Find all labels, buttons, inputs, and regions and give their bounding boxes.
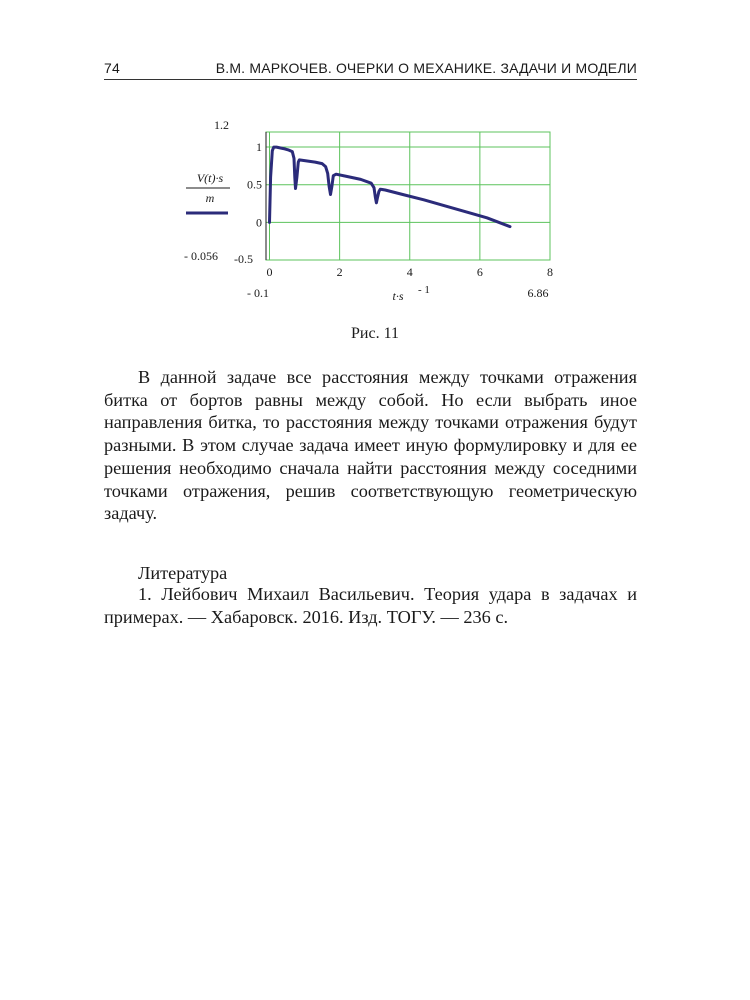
xlabel-main: t·s — [392, 289, 404, 303]
figure-caption: Рис. 11 — [351, 325, 399, 342]
header-rule — [104, 79, 637, 80]
body-paragraph: В данной задаче все расстояния между точками отражения битка от бортов равны между собой. Но если выбрать иное направления битка, то расстояния между точками отражения будут разными. В этом случае задача имеет иную формулировку и для ее решения необходимо сначала найти расстояния между соседними точками отражения, решив соответствующую геометрическую задачу. — [104, 367, 637, 524]
running-title: В.М. МАРКОЧЕВ. ОЧЕРКИ О МЕХАНИКЕ. ЗАДАЧИ И МОДЕЛИ — [215, 60, 637, 76]
chart-series — [270, 147, 511, 227]
x-tick-label: 6 — [476, 265, 483, 279]
y-end-label: - 0.056 — [184, 249, 218, 263]
references-title: Литература — [138, 563, 228, 583]
reference-item: 1. Лейбович Михаил Васильевич. Теория удара в задачах и примерах. — Хабаровск. 2016. Изд. ТОГУ. — 236 с. — [104, 584, 637, 627]
x-tick-label: 2 — [336, 265, 343, 279]
x-end-label: 6.86 — [527, 286, 549, 300]
ylabel-bottom: m — [205, 191, 215, 205]
xlabel-sup: - 1 — [418, 284, 430, 296]
y-tick-label: 0.5 — [247, 177, 262, 192]
page-number: 74 — [104, 60, 120, 76]
x-tick-label: 4 — [406, 265, 413, 279]
y-max-label: 1.2 — [214, 118, 229, 132]
velocity-chart — [170, 110, 570, 310]
x-min-label: - 0.1 — [247, 286, 269, 300]
y-min-label: -0.5 — [234, 252, 253, 266]
x-tick-label: 0 — [266, 265, 273, 279]
y-tick-label: 0 — [256, 215, 262, 230]
x-tick-label: 8 — [547, 265, 553, 279]
y-tick-label: 1 — [256, 140, 262, 155]
running-header — [104, 58, 637, 80]
series-line-velocity — [270, 147, 511, 227]
ylabel-top: V(t)·s — [196, 171, 224, 185]
